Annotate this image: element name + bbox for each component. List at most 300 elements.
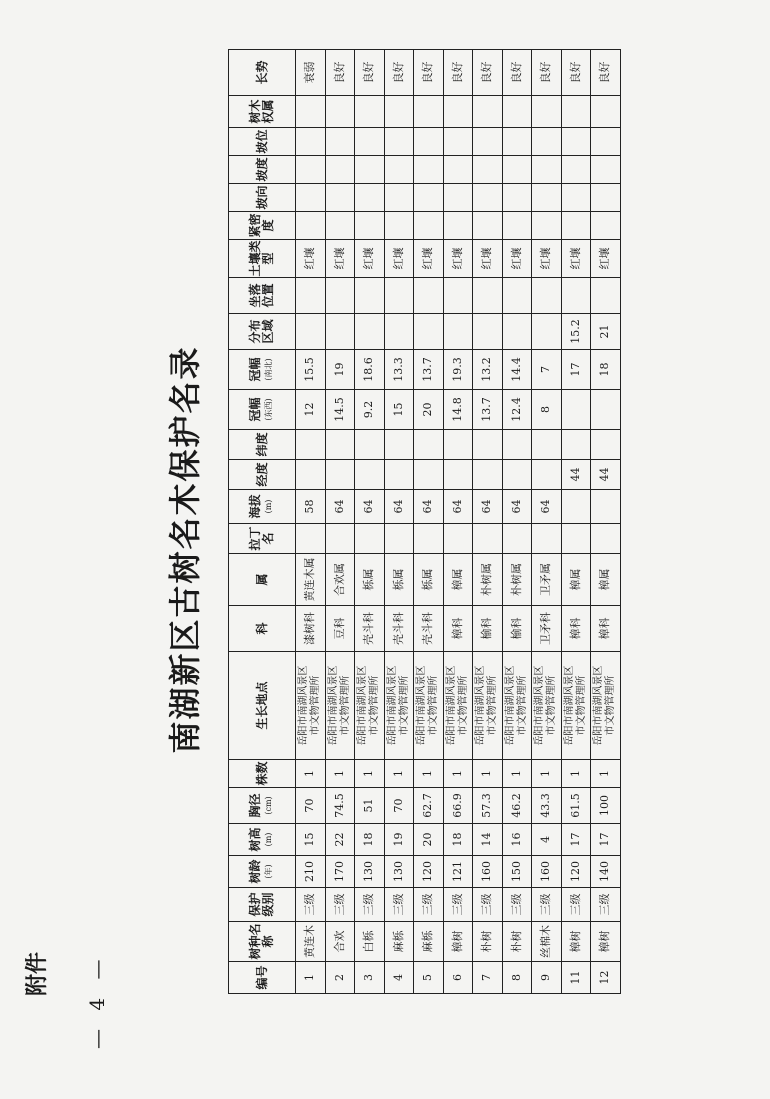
cell-lon (532, 460, 562, 490)
cell-lat (325, 430, 355, 460)
cell-height: 20 (414, 824, 444, 856)
cell-latin (532, 524, 562, 554)
cell-level: 三级 (473, 888, 503, 922)
cell-lon (502, 460, 532, 490)
cell-aspect (591, 184, 621, 212)
cell-name: 樟树 (591, 922, 621, 962)
cell-growth: 良好 (355, 50, 385, 96)
column-header-label: 土壤类型 (248, 240, 275, 277)
column-header-label: 长势 (254, 60, 269, 85)
column-header-label: 科 (254, 622, 269, 635)
column-header (229, 606, 296, 652)
cell-name: 黄连木 (296, 922, 326, 962)
cell-growth: 良好 (384, 50, 414, 96)
table-row (443, 50, 473, 994)
cell-level: 三级 (296, 888, 326, 922)
column-header (229, 460, 296, 490)
cell-age: 140 (591, 856, 621, 888)
cell-growth: 良好 (443, 50, 473, 96)
cell-slope (532, 156, 562, 184)
cell-count: 1 (384, 760, 414, 788)
cell-cw-ns: 19 (325, 350, 355, 390)
cell-age: 170 (325, 856, 355, 888)
cell-slope (296, 156, 326, 184)
table-row (414, 50, 444, 994)
cell-name: 合欢 (325, 922, 355, 962)
cell-cw-ew: 8 (532, 390, 562, 430)
column-header (229, 314, 296, 350)
cell-alt: 64 (384, 490, 414, 524)
cell-lon (355, 460, 385, 490)
cell-growth: 良好 (561, 50, 591, 96)
cell-count: 1 (325, 760, 355, 788)
cell-location (502, 652, 532, 760)
cell-location (532, 652, 562, 760)
cell-aspect (473, 184, 503, 212)
cell-location-line: 市文物管理所 (398, 675, 410, 736)
cell-genus: 合欢属 (325, 554, 355, 606)
column-header-label: 分布区域 (248, 319, 275, 344)
cell-alt: 64 (443, 490, 473, 524)
cell-slopepos (591, 128, 621, 156)
cell-soil: 红壤 (561, 240, 591, 278)
cell-location (296, 652, 326, 760)
cell-location-line: 岳阳市南湖风景区 (386, 665, 398, 746)
cell-height: 16 (502, 824, 532, 856)
cell-level: 三级 (355, 888, 385, 922)
cell-soil: 红壤 (414, 240, 444, 278)
cell-lat (502, 430, 532, 460)
cell-lat (296, 430, 326, 460)
cell-density (443, 212, 473, 240)
cell-cw-ns: 18.6 (355, 350, 385, 390)
cell-height: 22 (325, 824, 355, 856)
cell-cw-ns: 15.5 (296, 350, 326, 390)
cell-region (384, 314, 414, 350)
cell-dbh: 61.5 (561, 788, 591, 824)
cell-density (473, 212, 503, 240)
cell-dbh: 74.5 (325, 788, 355, 824)
cell-growth: 良好 (591, 50, 621, 96)
column-header (229, 50, 296, 96)
cell-latin (355, 524, 385, 554)
cell-count: 1 (561, 760, 591, 788)
cell-height: 15 (296, 824, 326, 856)
cell-height: 17 (591, 824, 621, 856)
cell-lat (591, 430, 621, 460)
column-header-unit: (m) (264, 832, 273, 847)
cell-lon (473, 460, 503, 490)
cell-location-line: 岳阳市南湖风景区 (445, 665, 457, 746)
cell-family: 壳斗科 (355, 606, 385, 652)
cell-region: 15.2 (561, 314, 591, 350)
cell-density (296, 212, 326, 240)
column-header (229, 128, 296, 156)
cell-location-line: 市文物管理所 (457, 675, 469, 736)
cell-latin (414, 524, 444, 554)
cell-density (532, 212, 562, 240)
cell-age: 150 (502, 856, 532, 888)
cell-owner (561, 96, 591, 128)
cell-cw-ew: 12.4 (502, 390, 532, 430)
cell-location-line: 岳阳市南湖风景区 (504, 665, 516, 746)
column-header (229, 652, 296, 760)
cell-region (532, 314, 562, 350)
column-header-label: 冠幅 (248, 397, 262, 422)
cell-latin (473, 524, 503, 554)
cell-count: 1 (532, 760, 562, 788)
cell-cw-ew: 15 (384, 390, 414, 430)
cell-location-line: 市文物管理所 (605, 675, 617, 736)
cell-lon (384, 460, 414, 490)
cell-family: 壳斗科 (414, 606, 444, 652)
column-header-unit: (年) (264, 864, 273, 879)
column-header-label: 保护级别 (248, 892, 275, 917)
cell-lat (561, 430, 591, 460)
cell-cw-ns: 19.3 (443, 350, 473, 390)
cell-region: 21 (591, 314, 621, 350)
cell-location-line: 岳阳市南湖风景区 (416, 665, 428, 746)
cell-count: 1 (502, 760, 532, 788)
column-header (229, 856, 296, 888)
cell-aspect (443, 184, 473, 212)
column-header (229, 888, 296, 922)
cell-soil: 红壤 (502, 240, 532, 278)
column-header-label: 坡位 (254, 129, 269, 154)
cell-dbh: 43.3 (532, 788, 562, 824)
cell-lat (443, 430, 473, 460)
cell-alt (591, 490, 621, 524)
cell-location-line: 市文物管理所 (516, 675, 528, 736)
cell-alt: 64 (414, 490, 444, 524)
cell-region (414, 314, 444, 350)
table-row (591, 50, 621, 994)
cell-alt: 64 (532, 490, 562, 524)
cell-height: 18 (443, 824, 473, 856)
cell-age: 160 (532, 856, 562, 888)
cell-genus: 樟属 (443, 554, 473, 606)
cell-genus: 栎属 (414, 554, 444, 606)
cell-cw-ns: 18 (591, 350, 621, 390)
cell-level: 三级 (325, 888, 355, 922)
cell-cw-ew: 14.5 (325, 390, 355, 430)
cell-id: 5 (414, 962, 444, 994)
cell-cw-ns: 13.3 (384, 350, 414, 390)
cell-slope (591, 156, 621, 184)
cell-cw-ns: 14.4 (502, 350, 532, 390)
cell-latin (561, 524, 591, 554)
column-header-unit: (南北) (264, 358, 273, 381)
cell-slope (443, 156, 473, 184)
cell-slopepos (296, 128, 326, 156)
cell-family: 豆科 (325, 606, 355, 652)
cell-location (591, 652, 621, 760)
cell-dbh: 70 (296, 788, 326, 824)
cell-pos (296, 278, 326, 314)
cell-region (325, 314, 355, 350)
cell-height: 14 (473, 824, 503, 856)
cell-owner (384, 96, 414, 128)
column-header (229, 760, 296, 788)
cell-location-line: 市文物管理所 (310, 675, 322, 736)
column-header (229, 184, 296, 212)
cell-genus: 樟属 (561, 554, 591, 606)
cell-cw-ew (591, 390, 621, 430)
cell-dbh: 57.3 (473, 788, 503, 824)
column-header-label: 属 (254, 573, 269, 586)
column-header-label: 树龄 (248, 859, 262, 884)
cell-growth: 良好 (325, 50, 355, 96)
cell-name: 樟树 (561, 922, 591, 962)
cell-alt: 58 (296, 490, 326, 524)
cell-region (355, 314, 385, 350)
table-row (502, 50, 532, 994)
cell-location-line: 岳阳市南湖风景区 (593, 665, 605, 746)
cell-age: 130 (384, 856, 414, 888)
cell-aspect (355, 184, 385, 212)
cell-owner (296, 96, 326, 128)
cell-lat (473, 430, 503, 460)
cell-cw-ew: 14.8 (443, 390, 473, 430)
cell-soil: 红壤 (325, 240, 355, 278)
column-header-label: 海拔 (248, 494, 262, 519)
cell-genus: 栎属 (384, 554, 414, 606)
cell-region (296, 314, 326, 350)
cell-slopepos (473, 128, 503, 156)
cell-genus: 朴树属 (473, 554, 503, 606)
cell-cw-ns: 13.7 (414, 350, 444, 390)
cell-name: 丝棉木 (532, 922, 562, 962)
cell-density (561, 212, 591, 240)
column-header (229, 240, 296, 278)
cell-pos (591, 278, 621, 314)
cell-lon (325, 460, 355, 490)
cell-cw-ew: 12 (296, 390, 326, 430)
cell-latin (502, 524, 532, 554)
cell-count: 1 (296, 760, 326, 788)
cell-alt: 64 (473, 490, 503, 524)
cell-alt: 64 (502, 490, 532, 524)
cell-dbh: 66.9 (443, 788, 473, 824)
cell-pos (561, 278, 591, 314)
cell-cw-ew: 20 (414, 390, 444, 430)
cell-level: 三级 (591, 888, 621, 922)
cell-slopepos (443, 128, 473, 156)
table-body (296, 50, 621, 994)
cell-level: 三级 (443, 888, 473, 922)
cell-owner (443, 96, 473, 128)
cell-latin (591, 524, 621, 554)
cell-latin (384, 524, 414, 554)
cell-location-line: 市文物管理所 (339, 675, 351, 736)
cell-owner (532, 96, 562, 128)
cell-height: 19 (384, 824, 414, 856)
cell-lon (414, 460, 444, 490)
column-header (229, 962, 296, 994)
cell-level: 三级 (414, 888, 444, 922)
ancient-tree-table (228, 49, 621, 994)
cell-density (502, 212, 532, 240)
column-header-label: 树高 (248, 827, 262, 852)
cell-lon: 44 (591, 460, 621, 490)
column-header-unit: (东西) (264, 398, 273, 421)
column-header (229, 824, 296, 856)
cell-family: 卫矛科 (532, 606, 562, 652)
cell-family: 樟科 (591, 606, 621, 652)
column-header-label: 株数 (254, 761, 269, 786)
cell-id: 11 (561, 962, 591, 994)
cell-id: 7 (473, 962, 503, 994)
column-header-label: 树木权属 (248, 99, 275, 124)
table-row (532, 50, 562, 994)
cell-aspect (296, 184, 326, 212)
cell-location-line: 市文物管理所 (369, 675, 381, 736)
cell-alt: 64 (355, 490, 385, 524)
cell-latin (296, 524, 326, 554)
cell-slopepos (561, 128, 591, 156)
cell-level: 三级 (384, 888, 414, 922)
cell-id: 2 (325, 962, 355, 994)
cell-lat (355, 430, 385, 460)
cell-name: 麻栎 (414, 922, 444, 962)
cell-location-line: 岳阳市南湖风景区 (534, 665, 546, 746)
cell-dbh: 46.2 (502, 788, 532, 824)
cell-cw-ns: 13.2 (473, 350, 503, 390)
cell-family: 樟科 (561, 606, 591, 652)
table-row (355, 50, 385, 994)
cell-cw-ew (561, 390, 591, 430)
cell-location-line: 市文物管理所 (428, 675, 440, 736)
column-header-label: 冠幅 (248, 357, 262, 382)
column-header (229, 524, 296, 554)
cell-cw-ns: 17 (561, 350, 591, 390)
cell-pos (384, 278, 414, 314)
column-header (229, 788, 296, 824)
column-header (229, 390, 296, 430)
column-header-label: 坡度 (254, 157, 269, 182)
cell-name: 朴树 (502, 922, 532, 962)
cell-pos (355, 278, 385, 314)
cell-height: 4 (532, 824, 562, 856)
cell-count: 1 (355, 760, 385, 788)
cell-soil: 红壤 (355, 240, 385, 278)
cell-family: 漆树科 (296, 606, 326, 652)
cell-density (414, 212, 444, 240)
column-header (229, 554, 296, 606)
cell-location (355, 652, 385, 760)
cell-growth: 良好 (414, 50, 444, 96)
cell-location-line: 岳阳市南湖风景区 (475, 665, 487, 746)
cell-age: 120 (414, 856, 444, 888)
cell-slopepos (384, 128, 414, 156)
column-header-unit: (cm) (264, 796, 273, 815)
cell-density (355, 212, 385, 240)
cell-count: 1 (443, 760, 473, 788)
cell-age: 121 (443, 856, 473, 888)
cell-slope (414, 156, 444, 184)
cell-age: 210 (296, 856, 326, 888)
table-row (296, 50, 326, 994)
cell-dbh: 70 (384, 788, 414, 824)
cell-lat (414, 430, 444, 460)
cell-location (384, 652, 414, 760)
column-header-label: 胸径 (248, 793, 262, 818)
cell-soil: 红壤 (384, 240, 414, 278)
cell-location-line: 市文物管理所 (487, 675, 499, 736)
column-header-unit: (m) (264, 499, 273, 514)
cell-cw-ew: 9.2 (355, 390, 385, 430)
cell-lon (443, 460, 473, 490)
cell-level: 三级 (502, 888, 532, 922)
cell-aspect (414, 184, 444, 212)
cell-soil: 红壤 (473, 240, 503, 278)
cell-location (414, 652, 444, 760)
cell-count: 1 (591, 760, 621, 788)
cell-lat (384, 430, 414, 460)
cell-id: 9 (532, 962, 562, 994)
table-row (325, 50, 355, 994)
cell-id: 4 (384, 962, 414, 994)
cell-aspect (502, 184, 532, 212)
cell-growth: 良好 (473, 50, 503, 96)
cell-owner (473, 96, 503, 128)
cell-name: 白栎 (355, 922, 385, 962)
cell-height: 18 (355, 824, 385, 856)
cell-location-line: 岳阳市南湖风景区 (327, 665, 339, 746)
cell-alt: 64 (325, 490, 355, 524)
cell-genus: 樟属 (591, 554, 621, 606)
cell-soil: 红壤 (296, 240, 326, 278)
cell-level: 三级 (532, 888, 562, 922)
cell-location-line: 市文物管理所 (546, 675, 558, 736)
cell-id: 8 (502, 962, 532, 994)
cell-height: 17 (561, 824, 591, 856)
cell-density (591, 212, 621, 240)
column-header-label: 纬度 (254, 432, 269, 457)
cell-genus: 栎属 (355, 554, 385, 606)
cell-dbh: 62.7 (414, 788, 444, 824)
cell-location-line: 市文物管理所 (575, 675, 587, 736)
cell-owner (502, 96, 532, 128)
cell-soil: 红壤 (443, 240, 473, 278)
cell-family: 樟科 (443, 606, 473, 652)
column-header (229, 350, 296, 390)
column-header-label: 坐落位置 (248, 283, 275, 308)
cell-owner (414, 96, 444, 128)
column-header (229, 96, 296, 128)
cell-location (325, 652, 355, 760)
cell-lon: 44 (561, 460, 591, 490)
cell-count: 1 (414, 760, 444, 788)
cell-growth: 良好 (532, 50, 562, 96)
cell-family: 榆科 (502, 606, 532, 652)
cell-age: 160 (473, 856, 503, 888)
column-header (229, 156, 296, 184)
cell-location (443, 652, 473, 760)
cell-slopepos (355, 128, 385, 156)
cell-slope (502, 156, 532, 184)
cell-slopepos (325, 128, 355, 156)
cell-density (384, 212, 414, 240)
cell-aspect (384, 184, 414, 212)
cell-family: 榆科 (473, 606, 503, 652)
cell-genus: 黄连木属 (296, 554, 326, 606)
cell-id: 12 (591, 962, 621, 994)
cell-aspect (532, 184, 562, 212)
cell-pos (325, 278, 355, 314)
cell-pos (414, 278, 444, 314)
column-header-label: 经度 (254, 462, 269, 487)
